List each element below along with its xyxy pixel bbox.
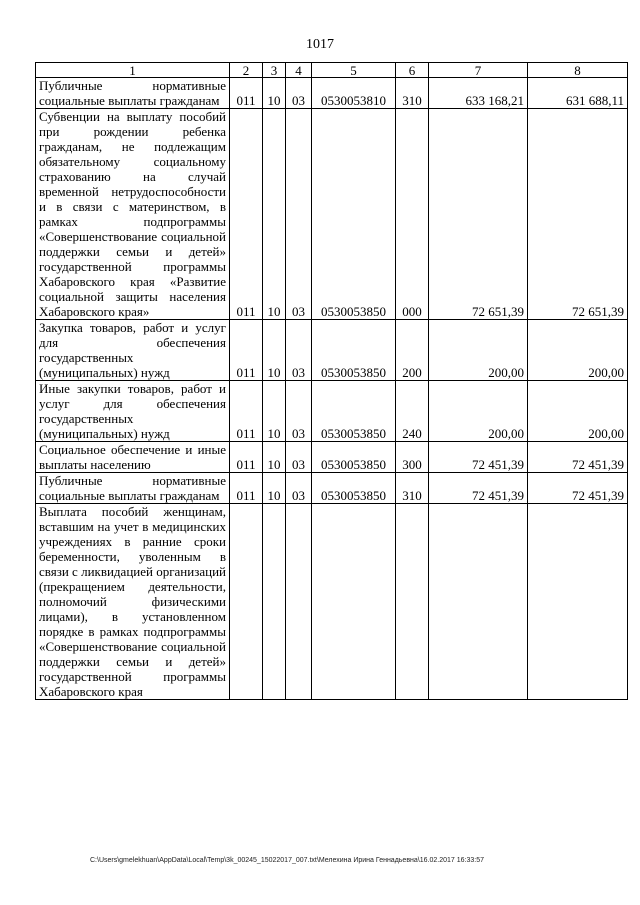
ministry-code	[230, 504, 263, 700]
target-article-code: 0530053850	[312, 473, 396, 504]
expense-type-code: 000	[396, 109, 429, 320]
header-row	[36, 63, 628, 78]
amount-col-8: 72 451,39	[528, 473, 628, 504]
amount-col-8: 200,00	[528, 381, 628, 442]
amount-col-7: 72 451,39	[429, 442, 528, 473]
amount-col-7: 633 168,21	[429, 78, 528, 109]
subsection-code: 03	[286, 320, 312, 381]
expense-type-code: 310	[396, 473, 429, 504]
section-code: 10	[263, 442, 286, 473]
row-name: Публичные нормативные социальные выплаты гражданам	[36, 473, 230, 504]
ministry-code: 011	[230, 381, 263, 442]
ministry-code: 011	[230, 442, 263, 473]
target-article-code: 0530053850	[312, 320, 396, 381]
col-header-8: 8	[528, 63, 628, 78]
expense-type-code	[396, 504, 429, 700]
amount-col-8: 72 451,39	[528, 442, 628, 473]
subsection-code: 03	[286, 109, 312, 320]
expense-type-code: 300	[396, 442, 429, 473]
section-code: 10	[263, 78, 286, 109]
target-article-code: 0530053810	[312, 78, 396, 109]
amount-col-7	[429, 504, 528, 700]
col-header-7: 7	[429, 63, 528, 78]
budget-table	[35, 62, 628, 700]
page-number: 1017	[306, 37, 334, 52]
target-article-code	[312, 504, 396, 700]
amount-col-7: 200,00	[429, 320, 528, 381]
row-name: Выплата пособий женщинам, вставшим на учет в медицинских учреждениях в ранние сроки беременности, уволенным в связи с ликвидацией организаций (прекращением деятельности, полномочий физическими лицами), в установленном порядке в рамках подпрограммы «Совершенствование социальной поддержки семьи и детей» государственной программы Хабаровского края	[36, 504, 230, 700]
amount-col-7: 72 451,39	[429, 473, 528, 504]
subsection-code: 03	[286, 473, 312, 504]
subsection-code: 03	[286, 442, 312, 473]
section-code	[263, 504, 286, 700]
target-article-code: 0530053850	[312, 381, 396, 442]
ministry-code: 011	[230, 78, 263, 109]
col-header-3: 3	[263, 63, 286, 78]
table-row	[36, 78, 628, 109]
subsection-code: 03	[286, 78, 312, 109]
amount-col-7: 72 651,39	[429, 109, 528, 320]
table-row	[36, 320, 628, 381]
subsection-code	[286, 504, 312, 700]
ministry-code: 011	[230, 109, 263, 320]
col-header-6: 6	[396, 63, 429, 78]
col-header-1: 1	[36, 63, 230, 78]
target-article-code: 0530053850	[312, 442, 396, 473]
section-code: 10	[263, 320, 286, 381]
section-code: 10	[263, 109, 286, 320]
row-name: Социальное обеспечение и иные выплаты населению	[36, 442, 230, 473]
section-code: 10	[263, 473, 286, 504]
amount-col-8: 631 688,11	[528, 78, 628, 109]
row-name: Иные закупки товаров, работ и услуг для обеспечения государственных (муниципальных) нужд	[36, 381, 230, 442]
expense-type-code: 240	[396, 381, 429, 442]
table-row	[36, 442, 628, 473]
subsection-code: 03	[286, 381, 312, 442]
amount-col-8: 200,00	[528, 320, 628, 381]
col-header-2: 2	[230, 63, 263, 78]
table-row	[36, 473, 628, 504]
ministry-code: 011	[230, 473, 263, 504]
table-row	[36, 504, 628, 700]
col-header-4: 4	[286, 63, 312, 78]
table-row	[36, 109, 628, 320]
amount-col-8	[528, 504, 628, 700]
expense-type-code: 200	[396, 320, 429, 381]
table-row	[36, 381, 628, 442]
section-code: 10	[263, 381, 286, 442]
row-name: Закупка товаров, работ и услуг для обеспечения государственных (муниципальных) нужд	[36, 320, 230, 381]
file-path-footer: C:\Users\gmelekhuan\AppData\Local\Temp\3k_00245_15022017_007.txt\Мелехина Ирина Геннадьевна\16.02.2017 16:33:57	[90, 857, 484, 864]
row-name: Публичные нормативные социальные выплаты гражданам	[36, 78, 230, 109]
expense-type-code: 310	[396, 78, 429, 109]
amount-col-7: 200,00	[429, 381, 528, 442]
amount-col-8: 72 651,39	[528, 109, 628, 320]
row-name: Субвенции на выплату пособий при рождении ребенка гражданам, не подлежащим обязательному социальному страхованию на случай временной нетрудоспособности и в связи с материнством, в рамках подпрограммы «Совершенствование социальной поддержки семьи и детей» государственной программы Хабаровского края «Развитие социальной защиты населения Хабаровского края»	[36, 109, 230, 320]
ministry-code: 011	[230, 320, 263, 381]
col-header-5: 5	[312, 63, 396, 78]
target-article-code: 0530053850	[312, 109, 396, 320]
